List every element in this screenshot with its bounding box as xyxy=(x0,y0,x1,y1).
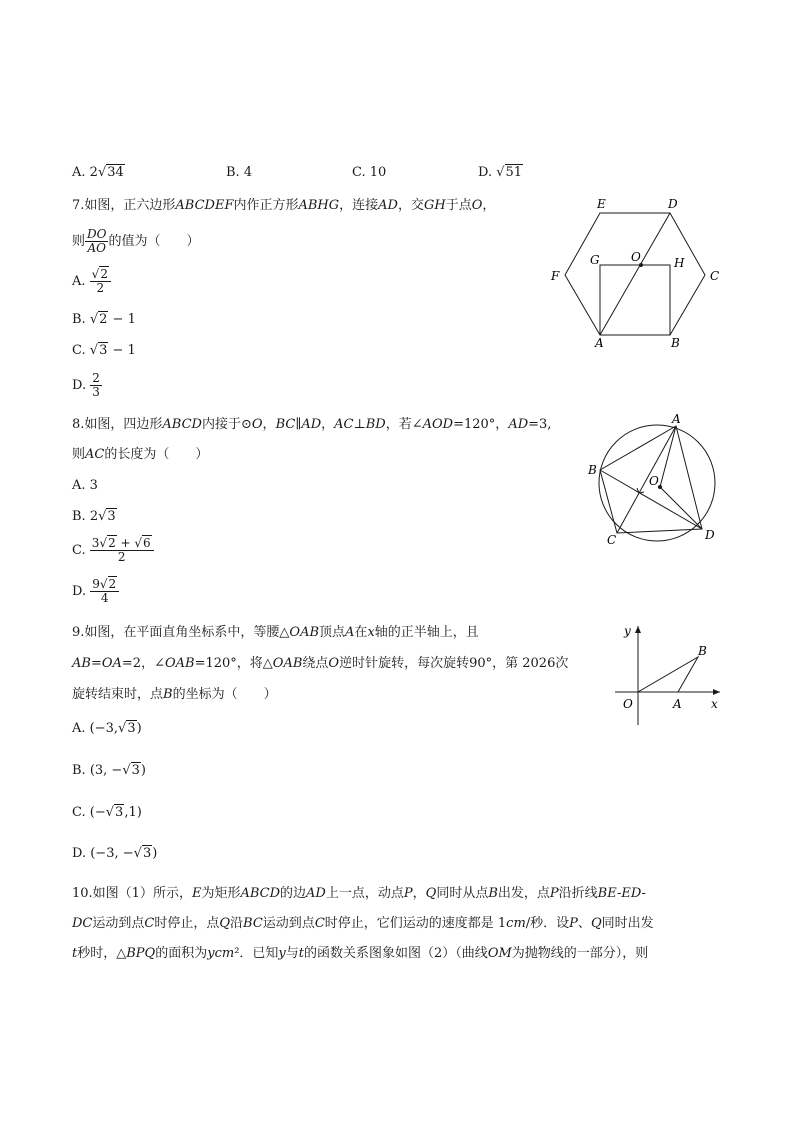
q7-stem-line1: 7.如图，正六边形ABCDEF内作正方形ABHG，连接AD，交GH于点O， xyxy=(72,198,496,213)
label-o: O xyxy=(623,697,633,711)
sqrt-symbol: √3 xyxy=(122,763,140,778)
q6-option-d[interactable]: D. √51 xyxy=(478,165,523,180)
fraction: $\frac{9√2}{4}$ xyxy=(90,578,119,605)
sqrt-symbol: √51 xyxy=(496,165,523,180)
label-a: A xyxy=(595,336,604,350)
q7-option-c[interactable]: C. √3 − 1 xyxy=(72,343,136,358)
label-b: B xyxy=(671,336,680,350)
q9-stem-line1: 9.如图，在平面直角坐标系中，等腰△OAB顶点A在x轴的正半轴上，且 xyxy=(72,625,479,640)
q9-option-d[interactable]: D. (−3, −√3) xyxy=(72,846,158,861)
label-f: F xyxy=(551,269,560,283)
q10-stem-line1: 10.如图（1）所示，E为矩形ABCD的边AD上一点，动点P，Q同时从点B出发，点P沿折线BE-ED- xyxy=(72,886,646,901)
fraction: $\frac{3√2 + √6}{2}$ xyxy=(90,537,154,564)
label-x: x xyxy=(711,697,718,711)
sqrt-symbol: √34 xyxy=(97,165,124,180)
q8-option-d[interactable]: D. $\frac{9√2}{4}$ xyxy=(72,578,119,605)
q7-hexagon-figure xyxy=(540,190,730,350)
q9-option-b[interactable]: B. (3, −√3) xyxy=(72,763,146,778)
q9-stem-line3: 旋转结束时，点B的坐标为（ ） xyxy=(72,687,277,702)
label-a: A xyxy=(673,697,682,711)
q8-option-a[interactable]: A. 3 xyxy=(72,478,98,493)
label-a: A xyxy=(672,412,681,426)
sqrt-symbol: √2 xyxy=(89,312,108,327)
label-y: y xyxy=(624,624,631,638)
sqrt-symbol: √3 xyxy=(133,846,152,861)
q8-option-c[interactable]: C. $\frac{3√2 + √6}{2}$ xyxy=(72,537,154,564)
q9-option-a[interactable]: A. (−3,√3) xyxy=(72,721,142,736)
label-b: B xyxy=(588,463,597,477)
q7-stem-line2: 则 $\frac{DO}{AO}$ 的值为（ ） xyxy=(72,227,200,255)
q7-option-d[interactable]: D. $\frac{2}{3}$ xyxy=(72,371,100,399)
q6-option-a[interactable]: A. 2√34 xyxy=(72,165,124,180)
label-o: O xyxy=(649,474,659,488)
label-h: H xyxy=(674,256,685,270)
fraction: $\frac{√2}{2}$ xyxy=(90,268,111,295)
q9-coordinate-figure xyxy=(610,620,730,730)
sqrt-symbol: √3 xyxy=(89,343,108,358)
label-c: C xyxy=(607,533,617,547)
q6-option-c[interactable]: C. 10 xyxy=(352,165,387,180)
q8-circle-figure xyxy=(584,410,724,555)
sqrt-symbol: √3 xyxy=(118,721,136,736)
q8-stem-line2: 则AC的长度为（ ） xyxy=(72,447,209,462)
label-g: G xyxy=(590,253,600,267)
label-d: D xyxy=(668,197,678,211)
label-b: B xyxy=(698,644,707,658)
q9-stem-line2: AB=OA=2，∠OAB=120°，将△OAB绕点O逆时针旋转，每次旋转90°，第 2026次 xyxy=(72,656,569,671)
label-d: D xyxy=(705,528,715,542)
q10-stem-line2: DC运动到点C时停止，点Q沿BC运动到点C时停止，它们运动的速度都是 1cm/秒．设P、Q同时出发 xyxy=(72,916,654,931)
label-o: O xyxy=(631,250,641,264)
q7-option-b[interactable]: B. √2 − 1 xyxy=(72,312,136,327)
sqrt-symbol: √3 xyxy=(98,509,116,524)
sqrt-symbol: √3 xyxy=(105,805,124,820)
q8-option-b[interactable]: B. 2√3 xyxy=(72,509,116,524)
fraction: $\frac{DO}{AO}$ xyxy=(87,227,107,255)
q6-option-b[interactable]: B. 4 xyxy=(226,165,253,180)
label-e: E xyxy=(597,197,606,211)
q9-option-c[interactable]: C. (−√3,1) xyxy=(72,805,142,820)
fraction: $\frac{2}{3}$ xyxy=(92,371,100,399)
q7-option-a[interactable]: A. $\frac{√2}{2}$ xyxy=(72,268,111,295)
q8-stem-line1: 8.如图，四边形ABCD内接于⊙O，BC∥AD，AC⊥BD，若∠AOD=120°，AD=3, xyxy=(72,417,552,432)
label-c: C xyxy=(710,269,720,283)
q10-stem-line3: t秒时，△BPQ的面积为ycm²．已知y与t的函数关系图象如图（2）（曲线OM为抛物线的一部分），则 xyxy=(72,946,649,961)
